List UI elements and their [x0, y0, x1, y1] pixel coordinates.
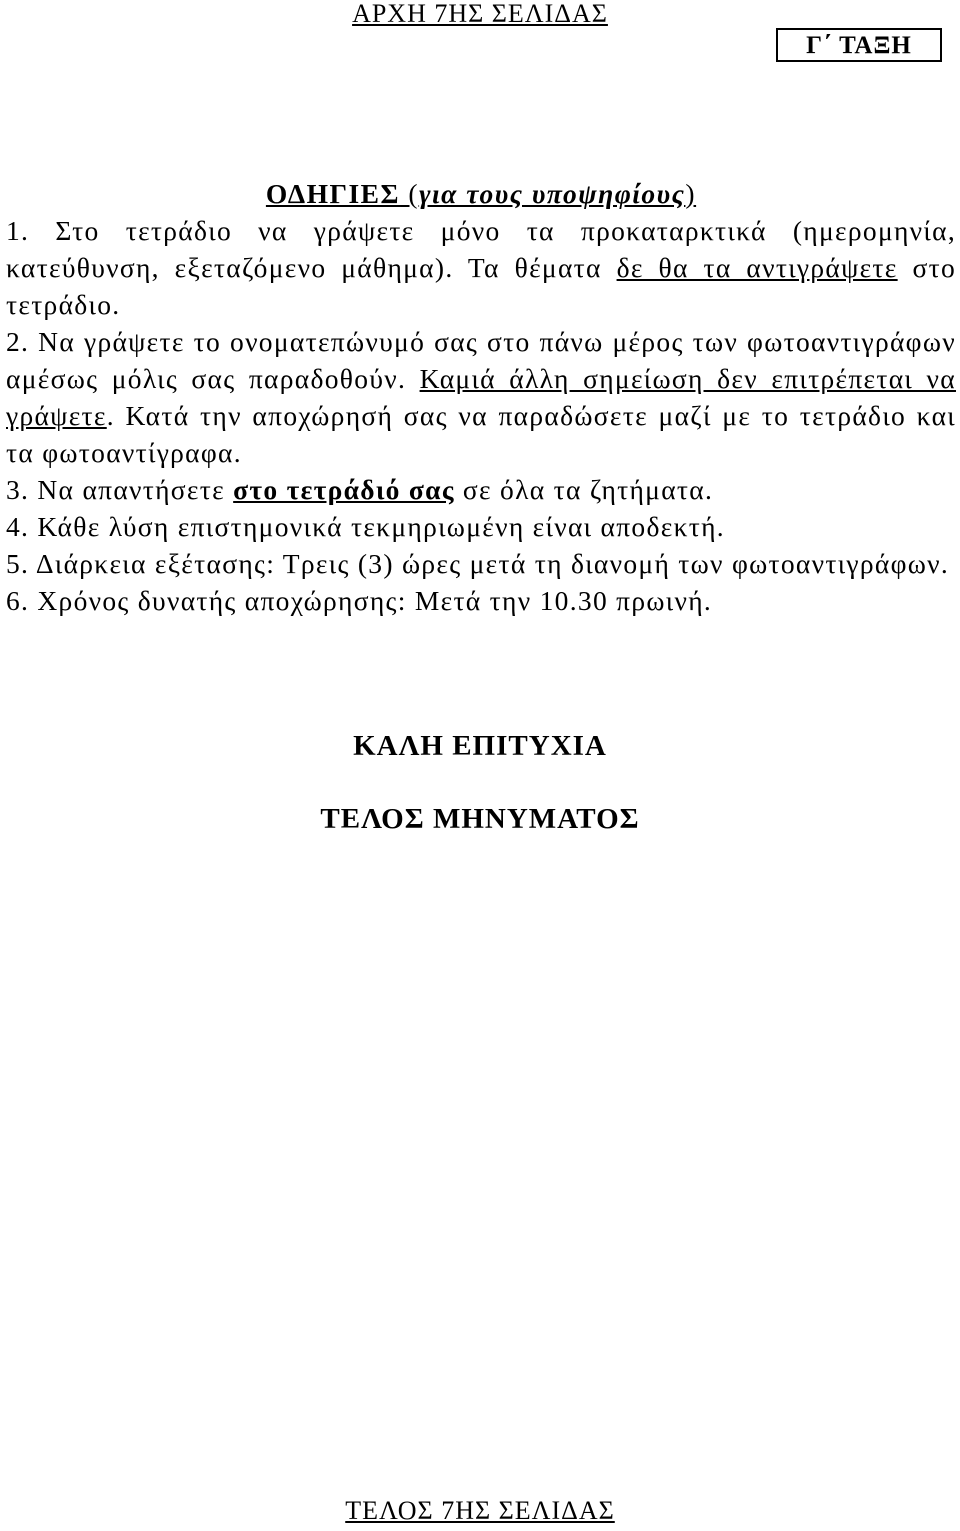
instruction-item-1-end: στο τετράδιο.: [6, 252, 956, 320]
instructions-title-paren-open: (: [400, 178, 420, 209]
instructions-title: [6, 175, 956, 212]
page-start-header: ΑΡΧΗ 7ΗΣ ΣΕΛΙΔΑΣ: [352, 0, 608, 28]
page-end-footer: ΤΕΛΟΣ 7ΗΣ ΣΕΛΙΔΑΣ: [345, 1496, 615, 1525]
instruction-item-2-text: 2. Να γράψετε το ονοματεπώνυμό σας στο πάνω μέρος των φωτοαντιγράφων αμέσως μόλις σας παραδοθούν.: [6, 326, 956, 394]
instruction-item-6: 6. Χρόνος δυνατής αποχώρησης: Μετά την 10.30 πρωινή.: [6, 585, 713, 616]
instruction-item-3-start: 3. Να απαντήσετε: [6, 474, 234, 505]
instruction-item-1-underlined: δε θα τα αντιγράψετε: [616, 252, 898, 283]
instruction-item-3-emphasis: στο τετράδιό σας: [233, 474, 455, 505]
instructions-title-sub: για τους υποψηφίους: [419, 178, 686, 209]
good-luck-heading: ΚΑΛΗ ΕΠΙΤΥΧΙΑ: [353, 730, 607, 762]
instruction-item-2: [6, 323, 956, 471]
instructions-block: [6, 175, 956, 619]
instruction-item-2-underlined: Καμιά άλλη σημείωση δεν επιτρέπεται να γράψετε: [6, 363, 956, 431]
instruction-item-5: 5. Διάρκεια εξέτασης: Τρεις (3) ώρες μετά τη διανομή των φωτοαντιγράφων.: [6, 548, 950, 579]
class-label-box: Γ΄ ΤΑΞΗ: [776, 28, 942, 62]
instruction-item-1: [6, 212, 956, 323]
instruction-item-2-end: . Κατά την αποχώρησή σας να παραδώσετε μαζί με το τετράδιο και τα φωτοαντίγραφα.: [6, 400, 956, 468]
instruction-item-3-end: σε όλα τα ζητήματα.: [454, 474, 714, 505]
instructions-title-main: ΟΔΗΓΙΕΣ: [265, 178, 401, 209]
end-of-message-heading: ΤΕΛΟΣ ΜΗΝΥΜΑΤΟΣ: [320, 803, 640, 835]
instructions-title-paren-close: ): [685, 178, 697, 209]
instruction-item-1-text: 1. Στο τετράδιο να γράψετε μόνο τα προκαταρκτικά (ημερομηνία, κατεύθυνση, εξεταζόμενο μάθημα). Τα θέματα: [6, 215, 956, 283]
instruction-item-4: 4. Κάθε λύση επιστημονικά τεκμηριωμένη είναι αποδεκτή.: [6, 511, 725, 542]
instruction-item-3: [6, 471, 956, 508]
